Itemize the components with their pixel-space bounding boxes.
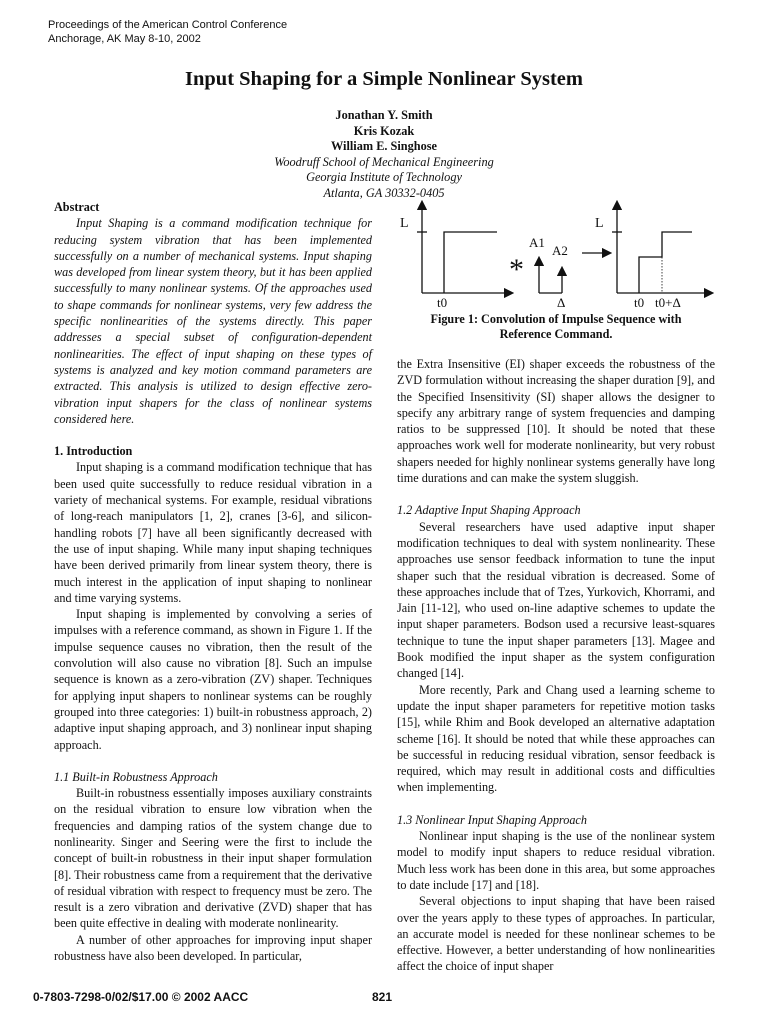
label-a2: A2 bbox=[552, 243, 568, 258]
paragraph: More recently, Park and Chang used a learning scheme to update the input shaper parameters for repetitive motion tasks [15], while Rhim and Book developed an alternative adaptation scheme [16]. It should be noted that while these approaches can be successful in reducing residual vibration, sensor feedback is required, which may result in additional costs and difficulties when implementing. bbox=[397, 682, 715, 795]
shaped-command bbox=[639, 232, 692, 293]
label-a1: A1 bbox=[529, 235, 545, 250]
label-t0: t0 bbox=[437, 295, 448, 307]
subsection-heading: 1.2 Adaptive Input Shaping Approach bbox=[397, 503, 581, 518]
paper-title: Input Shaping for a Simple Nonlinear System bbox=[185, 68, 583, 90]
subsection-heading: 1.3 Nonlinear Input Shaping Approach bbox=[397, 812, 587, 827]
abstract-text: Input Shaping is a command modification technique for reducing system vibration that has been implemented successfully on a number of mechanical systems. Input shaping was developed from linear system theory, but it has been applied successfully to many nonlinear systems. Of the approaches used to shape commands for nonlinear systems, very few address the specific nonlinearities of the systems directly. This paper addresses a special subset of configuration-dependent nonlinearities. The effect of input shaping on these types of systems is analyzed and key motion command parameters are extracted. This analysis is utilized to design effective zero-vibration input shapers for the class of nonlinear systems considered here. bbox=[54, 216, 372, 426]
label-delta: Δ bbox=[557, 295, 566, 307]
paragraph: A number of other approaches for improving input shaper robustness have also been developed. In particular, bbox=[54, 932, 372, 964]
label-l: L bbox=[400, 216, 409, 231]
affiliation: Woodruff School of Mechanical Engineering bbox=[274, 154, 494, 169]
label-l: L bbox=[595, 216, 604, 231]
conference-header: Proceedings of the American Control Conference Anchorage, AK May 8-10, 2002 bbox=[48, 19, 288, 45]
paragraph: Built-in robustness essentially imposes auxiliary constraints on the residual vibration to ensure low vibration when the frequencies and damping ratios of the system change due to nonlinearity. Singer and Seering were the first to include the concept of built-in robustness in their input shaper formulation [8]. Their robustness came from a requirement that the derivative of residual vibration with respect to frequency must be zero. The result is a zero vibration and derivative (ZVD) shaper that has been quite effective in dealing with moderate nonlinearity. bbox=[54, 786, 372, 931]
subsection-heading: 1.1 Built-in Robustness Approach bbox=[54, 769, 218, 784]
footer-copyright: 0-7803-7298-0/02/$17.00 © 2002 AACC bbox=[33, 990, 249, 1004]
author: Jonathan Y. Smith bbox=[335, 108, 433, 122]
paragraph: Several researchers have used adaptive input shaper modification techniques to deal with system nonlinearity. These approaches use sensor feedback information to tune the input shaper such that the residual vibration is decreased. Some of these approaches include that of Tzes, Yurkovich, Khorrami, and Jain [11-12], who used on-line adaptive schemes to update the input shaper parameters. Bodson used a recursive least-squares technique to tune the input shaper parameters [13]. Magee and Book modified the input shaper as the system configuration changed [14]. bbox=[397, 519, 715, 681]
right-column bbox=[397, 356, 715, 975]
abstract bbox=[54, 199, 372, 427]
affiliation: Georgia Institute of Technology bbox=[306, 170, 462, 184]
paragraph: Input shaping is a command modification technique that has been used quite successfully to reduce residual vibration in a variety of mechanical systems. For example, residual vibrations of long-reach manipulators [1, 2], cranes [3-6], and silicon-handling robots [7] have all been significantly decreased with the use of input shaping. While many input shaping techniques have been derived primarily from linear system theory, there is much interest in the application of input shaping to nonlinear and time varying systems. bbox=[54, 460, 372, 605]
convolve-symbol: * bbox=[509, 253, 524, 286]
page-number: 821 bbox=[372, 990, 393, 1004]
label-t0-plus-delta: t0+Δ bbox=[655, 295, 681, 307]
paragraph: Input shaping is implemented by convolving a series of impulses with a reference command, as shown in Figure 1. If the impulse sequence causes no vibration, then the result of the convolution will also cause no vibration [8]. Such an impulse sequence is known as a zero-vibration (ZV) shaper. Techniques for applying input shapers to nonlinear systems can be roughly grouped into three categories: 1) built-in robustness approach, 2) adaptive input shaping approach, and 3) nonlinear input shaping approach. bbox=[54, 607, 372, 752]
step-command bbox=[444, 232, 497, 293]
author: Kris Kozak bbox=[353, 123, 415, 138]
figure-caption: Figure 1: Convolution of Impulse Sequence with Reference Command. bbox=[430, 312, 682, 341]
figure-1 bbox=[397, 195, 715, 345]
paragraph: the Extra Insensitive (EI) shaper exceeds the robustness of the ZVD formulation without increasing the shaper duration [9], and the Specified Insensitivity (SI) shaper allows the designer to specify any arbitrary range of system frequencies and damping ratios to be suppressed [10]. It should be noted that these approaches work well for moderate nonlinearity, but very robust shapers needed for highly nonlinear systems generally have long time durations and can make the system sluggish. bbox=[397, 357, 715, 486]
section-heading: 1. Introduction bbox=[54, 444, 133, 459]
left-column bbox=[54, 199, 372, 964]
convolution-diagram bbox=[397, 195, 715, 307]
affiliation: Atlanta, GA 30332-0405 bbox=[323, 185, 445, 200]
paragraph: Several objections to input shaping that have been raised over the years apply to these types of approaches. In particular, an accurate model is needed for these nonlinear schemes to be effective. However, a better understanding of how nonlinearities affect the choice of input shaper bbox=[397, 894, 715, 974]
author-block bbox=[0, 108, 768, 201]
label-t0: t0 bbox=[634, 295, 645, 307]
paragraph: Nonlinear input shaping is the use of the nonlinear system model to modify input shapers to reduce residual vibration. Much less work has been done in this area, but some approaches to date include [17] and [18]. bbox=[397, 829, 715, 892]
author: William E. Singhose bbox=[330, 139, 438, 153]
abstract-heading: Abstract bbox=[54, 200, 100, 214]
